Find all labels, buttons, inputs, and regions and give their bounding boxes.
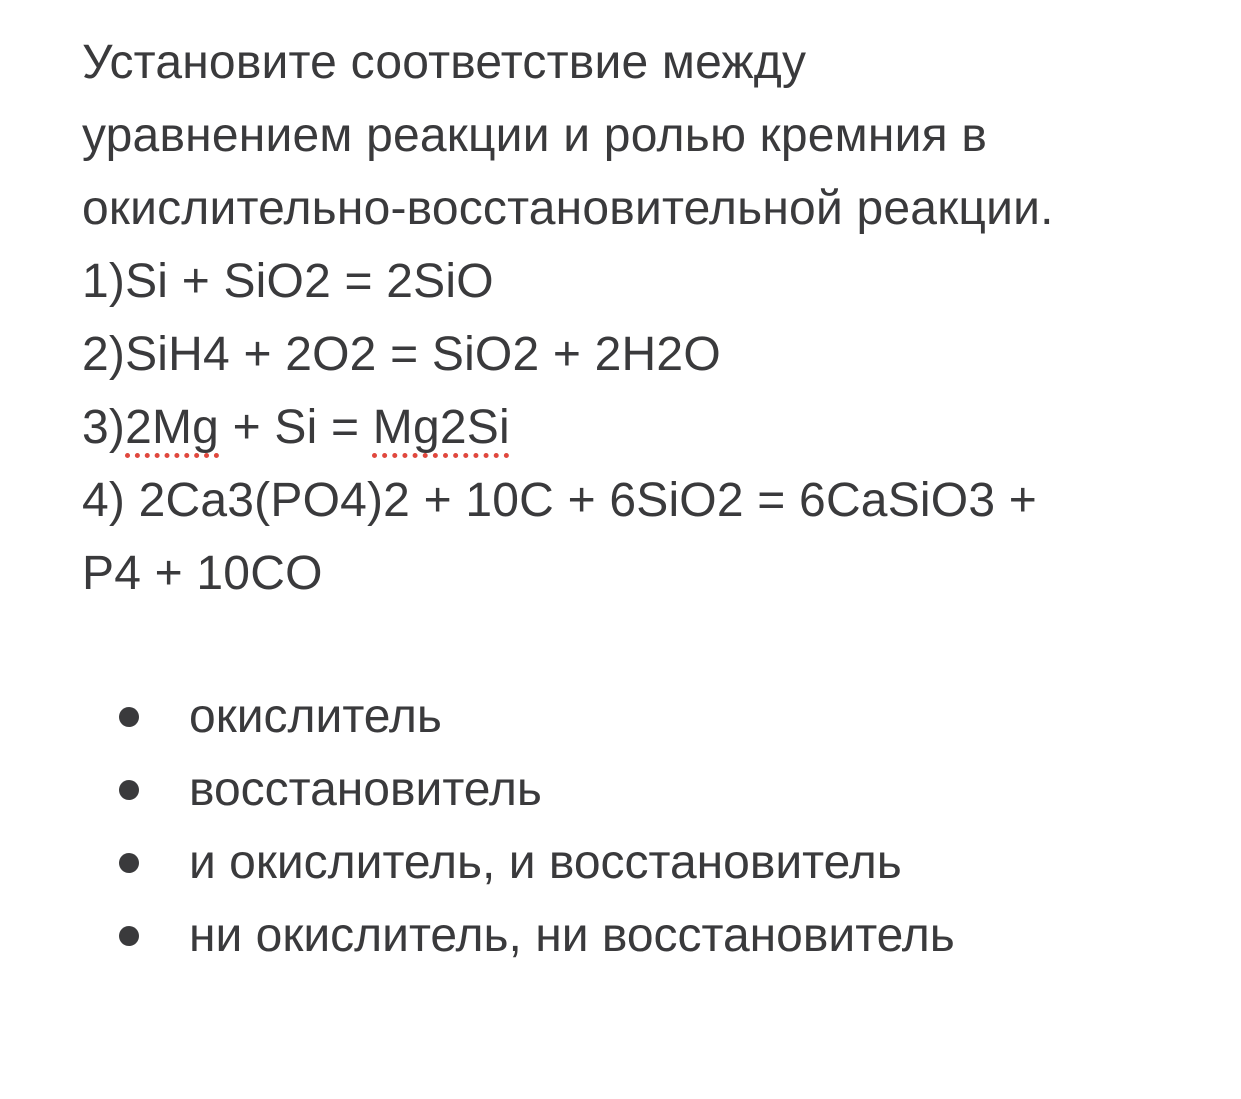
spellcheck-word-2mg[interactable]: 2Mg bbox=[125, 401, 220, 454]
question-line-1: Установите соответствие между bbox=[82, 36, 807, 89]
option-label: ни окислитель, ни восстановитель bbox=[189, 909, 955, 962]
list-item bbox=[117, 680, 955, 753]
list-item bbox=[117, 753, 955, 826]
reaction-3 bbox=[82, 391, 1192, 464]
spellcheck-word-mg2si[interactable]: Mg2Si bbox=[372, 401, 510, 454]
reaction-3-prefix: 3) bbox=[82, 401, 126, 454]
bullet-icon bbox=[119, 707, 139, 727]
note-body bbox=[82, 26, 1192, 610]
bullet-icon bbox=[119, 780, 139, 800]
option-label: восстановитель bbox=[189, 763, 542, 816]
option-label: и окислитель, и восстановитель bbox=[189, 836, 902, 889]
bullet-icon bbox=[119, 853, 139, 873]
reaction-4-line-2: P4 + 10CO bbox=[82, 547, 323, 600]
question-line-2: уравнением реакции и ролью кремния в bbox=[82, 109, 988, 162]
reaction-3-middle: + Si = bbox=[219, 401, 373, 454]
answer-options-list bbox=[117, 680, 955, 972]
reaction-2: 2)SiH4 + 2O2 = SiO2 + 2H2O bbox=[82, 328, 721, 381]
list-item bbox=[117, 899, 955, 972]
list-item bbox=[117, 826, 955, 899]
question-line-3: окислительно-восстановительной реакции. bbox=[82, 182, 1054, 235]
reaction-1: 1)Si + SiO2 = 2SiO bbox=[82, 255, 494, 308]
bullet-icon bbox=[119, 926, 139, 946]
reaction-4-line-1: 4) 2Ca3(PO4)2 + 10C + 6SiO2 = 6CaSiO3 + bbox=[82, 474, 1037, 527]
option-label: окислитель bbox=[189, 690, 442, 743]
